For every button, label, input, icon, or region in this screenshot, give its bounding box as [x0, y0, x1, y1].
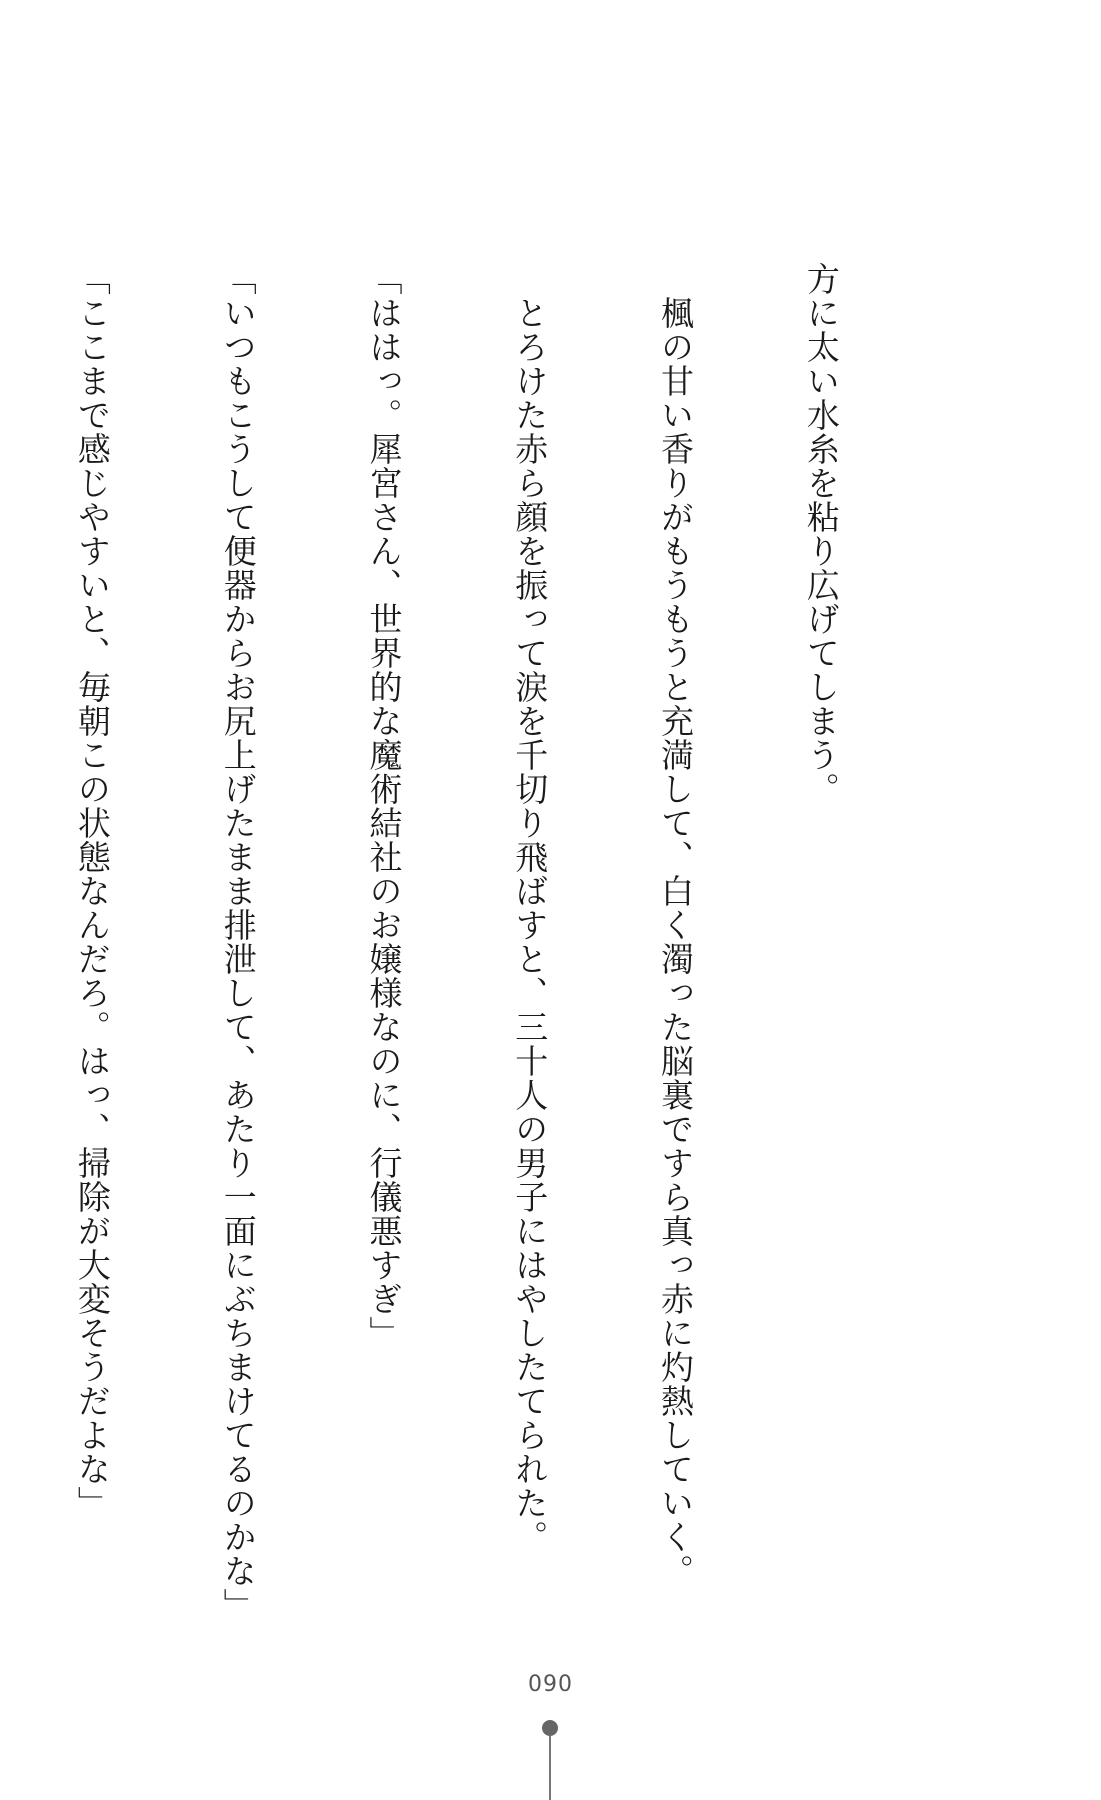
text-line: 楓の甘い香りがもうもうと充満して、白く濁った脳裏ですら真っ赤に灼熱していく。 — [656, 262, 696, 1588]
text-line: 「ここまで感じやすいと、毎朝この状態なんだろ。はっ、掃除が大変そうだよな」 — [72, 262, 112, 1520]
folio-dot-icon — [542, 1720, 558, 1736]
text-line: 「いつもこうして便器からお尻上げたまま排泄して、あたり一面にぶちまけてるのかな」 — [218, 262, 258, 1622]
text-line: とろけた赤ら顔を振って涙を千切り飛ばすと、三十人の男子にはやしたてられた。 — [510, 262, 550, 1554]
page-text — [72, 262, 942, 1622]
text-line: 方に太い水糸を粘り広げてしまう。 — [801, 262, 841, 806]
page-number: 090 — [528, 1672, 573, 1697]
text-line: 「ははっ。犀宮さん、世界的な魔術結社のお嬢様なのに、行儀悪すぎ」 — [364, 262, 404, 1350]
folio-divider — [549, 1736, 551, 1800]
